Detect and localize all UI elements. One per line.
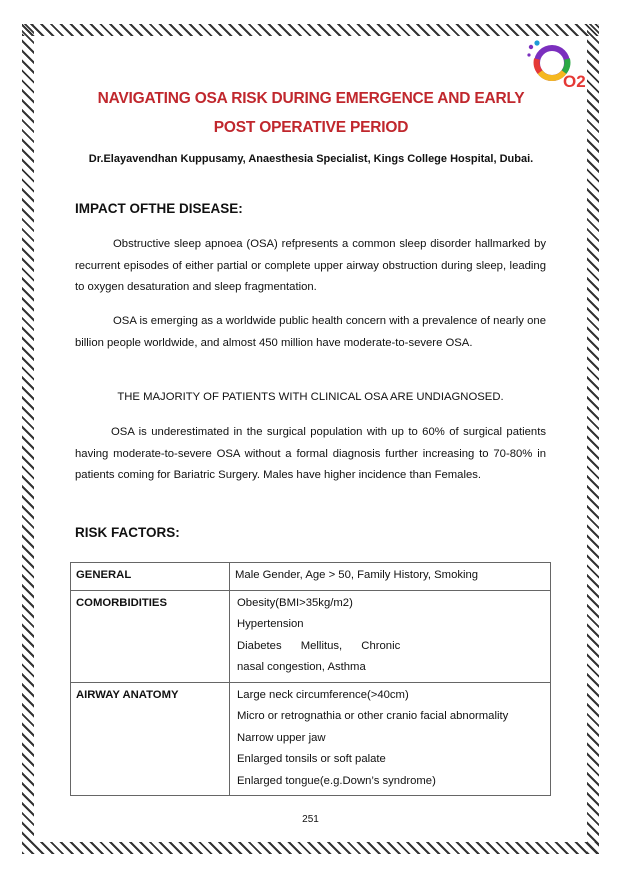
author-line: Dr.Elayavendhan Kuppusamy, Anaesthesia Specialist, Kings College Hospital, Dubai. (88, 153, 534, 165)
table-row (71, 590, 551, 682)
decorative-border-left (22, 24, 34, 854)
page-title (56, 84, 566, 142)
list-item: Diabetes Mellitus, Chronic (237, 639, 401, 652)
decorative-border-bottom (22, 842, 599, 854)
logo-subscript: O2 (563, 72, 586, 91)
list-item: nasal congestion, Asthma (237, 661, 366, 673)
row-values (230, 563, 551, 591)
decorative-border-top (22, 24, 599, 36)
title-line-2: POST OPERATIVE PERIOD (213, 119, 409, 136)
row-label: AIRWAY ANATOMY (71, 682, 230, 796)
list-item: Male Gender, Age > 50, Family History, Smoking (235, 569, 479, 581)
row-values (230, 590, 551, 682)
risk-factors-table (70, 562, 551, 796)
impact-heading: IMPACT OFTHE DISEASE: (75, 201, 243, 216)
impact-paragraph-1: Obstructive sleep apnoea (OSA) refpresents a common sleep disorder hallmarked by recurrent episodes of either partial or complete upper airway obstruction during sleep, leading to oxygen desaturation and sleep fragmentation. (75, 238, 546, 293)
page-number: 251 (302, 814, 319, 825)
list-item: Enlarged tongue(e.g.Down’s syndrome) (237, 774, 436, 787)
risk-factors-heading: RISK FACTORS: (75, 525, 180, 540)
row-label: COMORBIDITIES (71, 590, 230, 682)
impact-paragraph-2: OSA is emerging as a worldwide public health concern with a prevalence of nearly one billion people worldwide, and almost 450 million have moderate-to-severe OSA. (75, 315, 546, 349)
impact-emphasis-line: THE MAJORITY OF PATIENTS WITH CLINICAL OSA ARE UNDIAGNOSED. (117, 391, 504, 403)
list-item: Hypertension (237, 618, 304, 630)
row-label: GENERAL (71, 563, 230, 591)
row-values (230, 682, 551, 796)
decorative-border-right (587, 24, 599, 854)
list-item: Narrow upper jaw (237, 731, 326, 744)
impact-paragraph-4: OSA is underestimated in the surgical population with up to 60% of surgical patients having moderate-to-severe OSA without a formal diagnosis further increasing to 70-80% in patients coming for Bariatric Surgery. Males have higher incidence than Females. (75, 426, 546, 481)
list-item: Micro or retrognathia or other cranio facial abnormality (237, 710, 509, 722)
table-row (71, 682, 551, 796)
table-row (71, 563, 551, 591)
list-item: Enlarged tonsils or soft palate (237, 753, 386, 765)
list-item: Obesity(BMI>35kg/m2) (237, 596, 353, 609)
list-item: Large neck circumference(>40cm) (237, 688, 409, 701)
document-page (36, 36, 585, 840)
title-line-1: NAVIGATING OSA RISK DURING EMERGENCE AND EARLY (97, 90, 525, 107)
